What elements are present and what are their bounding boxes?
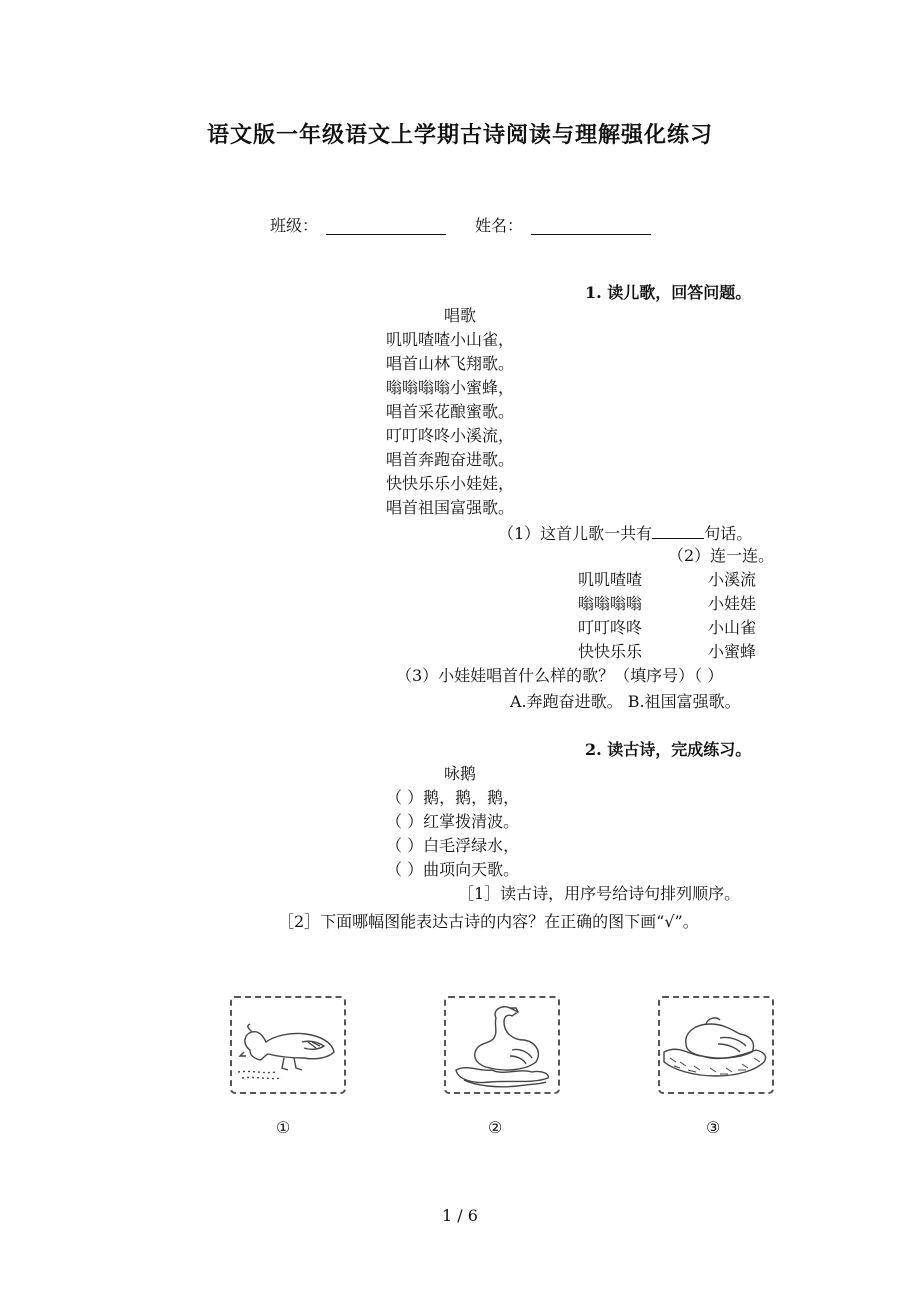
q2-poem-title: 咏鹅 xyxy=(444,764,477,783)
match-left-item[interactable]: 叽叽喳喳 xyxy=(578,570,643,589)
q2-heading: 2. 读古诗，完成练习。 xyxy=(585,740,752,759)
match-right-item[interactable]: 小娃娃 xyxy=(708,594,757,613)
goose-picture-1[interactable] xyxy=(230,996,346,1094)
q1-heading: 1. 读儿歌，回答问题。 xyxy=(585,283,752,302)
goose-picture-3[interactable] xyxy=(658,996,774,1094)
poem-line: 唱首采花酿蜜歌。 xyxy=(386,402,515,421)
goose-drinking-icon xyxy=(232,998,344,1092)
q1-sub3: （3）小娃娃唱首什么样的歌？（填序号）（ ） xyxy=(396,666,724,685)
q1-sub1-suffix: 句话。 xyxy=(704,524,753,543)
name-blank[interactable] xyxy=(531,234,651,235)
poem-line: 嗡嗡嗡嗡小蜜蜂， xyxy=(386,378,515,397)
class-label: 班级： xyxy=(270,216,319,235)
goose-nesting-icon xyxy=(660,998,772,1092)
picture-label-2: ② xyxy=(488,1118,503,1137)
q1-sub1 xyxy=(498,524,752,542)
page-title: 语文版一年级语文上学期古诗阅读与理解强化练习 xyxy=(206,122,713,148)
q2-poem-line[interactable]: （ ）红掌拨清波。 xyxy=(386,812,520,831)
q1-poem-title: 唱歌 xyxy=(444,306,477,325)
class-blank[interactable] xyxy=(326,234,446,235)
q2-poem-line[interactable]: （ ）鹅，鹅，鹅， xyxy=(386,788,520,807)
q1-sub2: （2）连一连。 xyxy=(668,546,775,565)
goose-picture-2[interactable] xyxy=(444,996,560,1094)
picture-label-1: ① xyxy=(276,1118,291,1137)
picture-label-3: ③ xyxy=(706,1118,721,1137)
goose-swimming-icon xyxy=(446,998,558,1092)
q2-task2: ［2］下面哪幅图能表达古诗的内容？在正确的图下画“√”。 xyxy=(278,912,699,931)
match-right-item[interactable]: 小蜜蜂 xyxy=(708,642,757,661)
poem-line: 唱首山林飞翔歌。 xyxy=(386,354,515,373)
poem-line: 叮叮咚咚小溪流， xyxy=(386,426,515,445)
q1-sub1-prefix: （1）这首儿歌一共有 xyxy=(498,524,653,543)
poem-line: 唱首奔跑奋进歌。 xyxy=(386,450,515,469)
q1-sub3-options: A.奔跑奋进歌。 B.祖国富强歌。 xyxy=(510,692,741,711)
poem-line: 叽叽喳喳小山雀， xyxy=(386,330,515,349)
q2-task1: ［1］读古诗，用序号给诗句排列顺序。 xyxy=(458,884,741,903)
page-number: 1 / 6 xyxy=(442,1206,478,1225)
match-left-item[interactable]: 叮叮咚咚 xyxy=(578,618,643,637)
poem-line: 唱首祖国富强歌。 xyxy=(386,498,515,517)
q1-sub1-blank[interactable] xyxy=(652,524,704,539)
name-label: 姓名： xyxy=(475,216,524,235)
q2-poem-line[interactable]: （ ）白毛浮绿水， xyxy=(386,836,520,855)
q2-poem-line[interactable]: （ ）曲项向天歌。 xyxy=(386,860,520,879)
match-right-item[interactable]: 小溪流 xyxy=(708,570,757,589)
match-right-item[interactable]: 小山雀 xyxy=(708,618,757,637)
match-left-item[interactable]: 快快乐乐 xyxy=(578,642,643,661)
match-left-item[interactable]: 嗡嗡嗡嗡 xyxy=(578,594,643,613)
poem-line: 快快乐乐小娃娃， xyxy=(386,474,515,493)
